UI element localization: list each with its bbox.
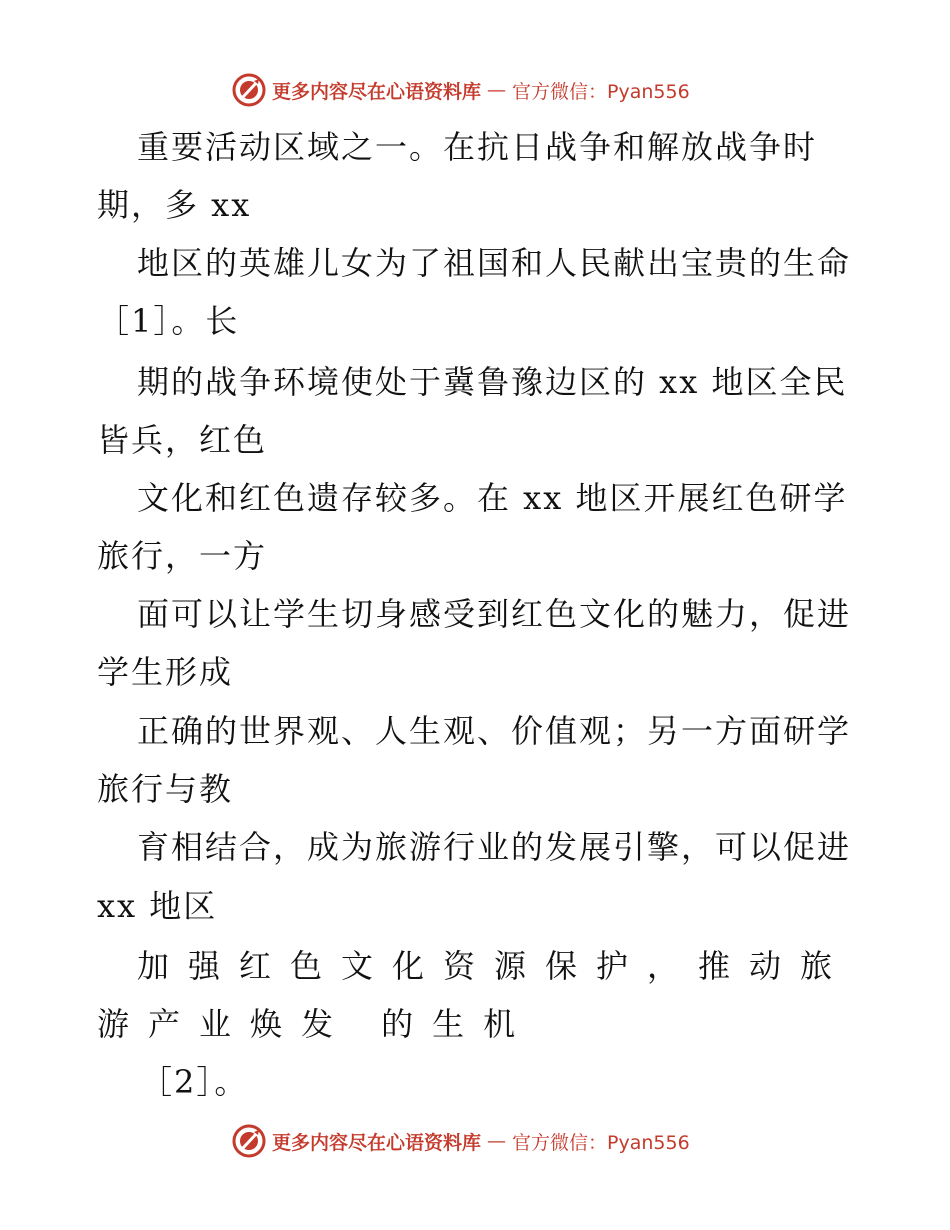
brand-logo-icon [232,1124,266,1158]
watermark-footer [232,1123,690,1159]
text-line: 文化和红色遗存较多。在 xx 地区开展红色研学 [137,479,848,517]
watermark-dash: — [487,1130,507,1152]
watermark-wechat: 官方微信：Pyan556 [512,80,690,103]
text-line: 旅行与教 [97,770,234,808]
text-line: xx 地区 [97,887,218,925]
text-line: 地区的英雄儿女为了祖国和人民献出宝贵的生命 [137,244,852,282]
watermark-dash: — [487,79,507,101]
text-line: 皆兵，红色 [97,421,268,459]
text-line: 加强红色文化资源保护，推动旅 [137,947,852,985]
watermark-header [232,72,690,108]
text-line: ［2］。 [140,1063,249,1101]
text-line: 面可以让学生切身感受到红色文化的魅力，促进 [137,595,852,633]
text-line: 重要活动区域之一。在抗日战争和解放战争时 [137,128,818,166]
text-line: ［1］。长 [97,302,240,340]
text-line: 学生形成 [97,653,234,691]
watermark-wechat: 官方微信：Pyan556 [512,1131,690,1154]
text-line: 期，多 xx [97,186,252,224]
text-line: 游产业焕发 的生机 [97,1005,535,1043]
brand-logo-icon [232,73,266,107]
text-line: 育相结合，成为旅游行业的发展引擎，可以促进 [137,828,852,866]
text-line: 旅行，一方 [97,537,268,575]
text-line: 正确的世界观、人生观、价值观；另一方面研学 [137,712,852,750]
watermark-title: 更多内容尽在心语资料库 [272,80,482,103]
text-line: 期的战争环境使处于冀鲁豫边区的 xx 地区全民 [137,363,848,401]
watermark-title: 更多内容尽在心语资料库 [272,1131,482,1154]
